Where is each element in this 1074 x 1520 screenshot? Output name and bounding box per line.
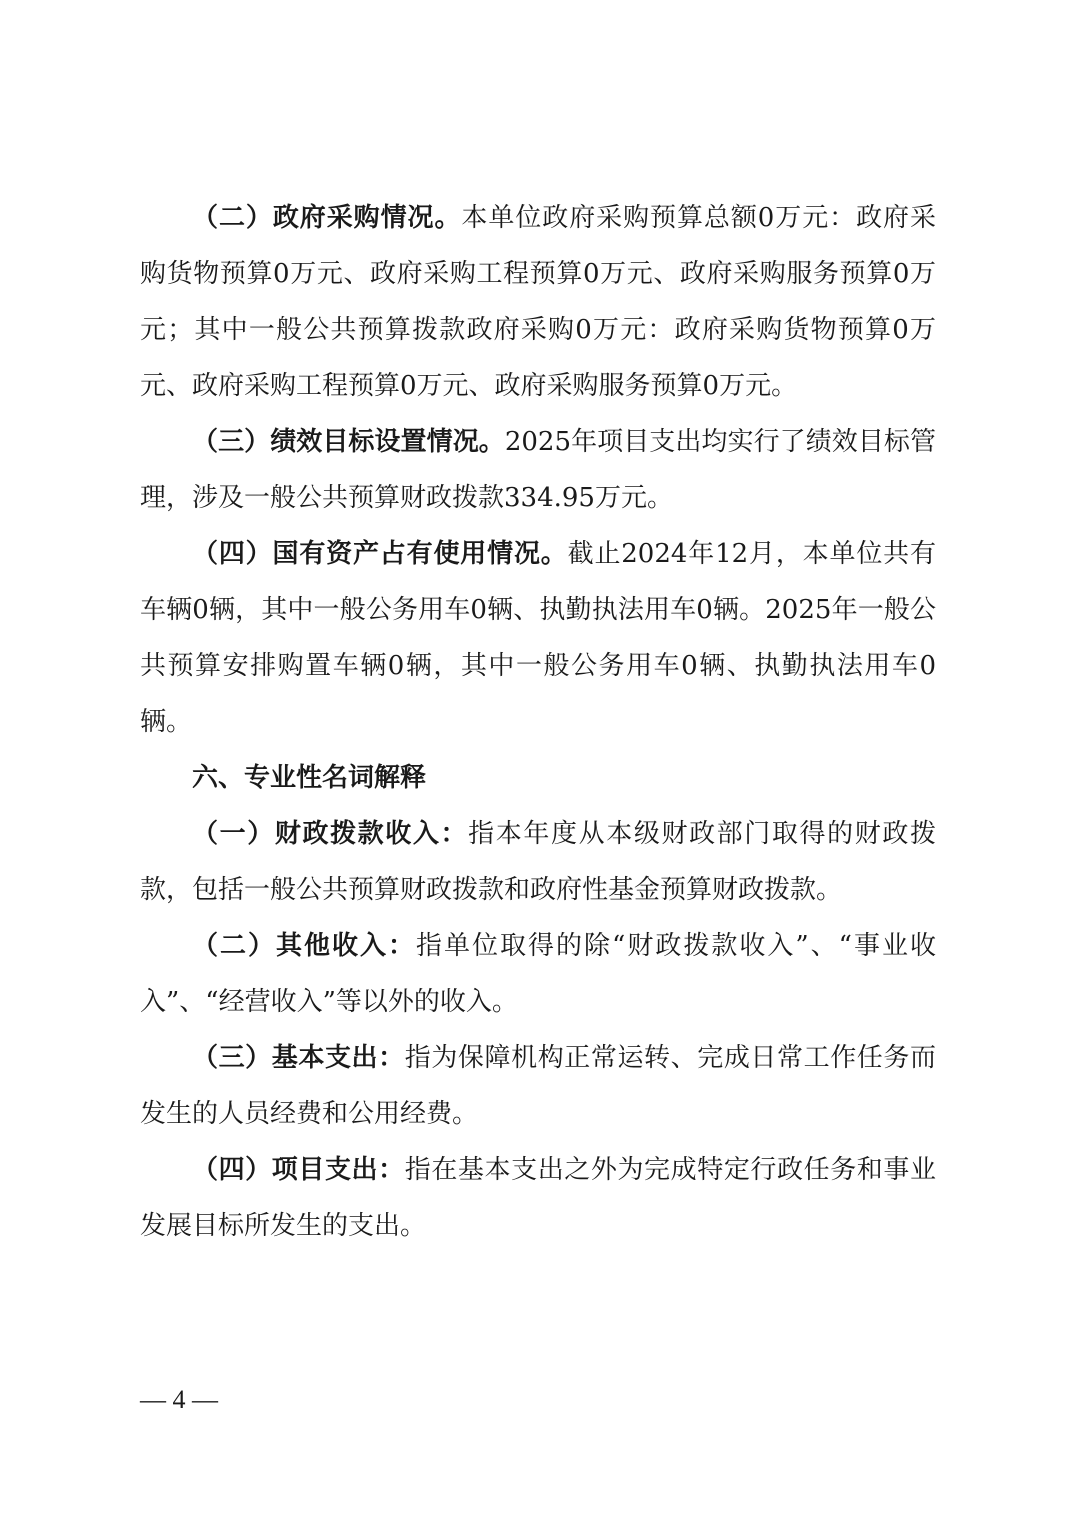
definition-term: （四）项目支出： [192, 1155, 405, 1185]
section-heading: 六、专业性名词解释 [192, 763, 427, 793]
definition-basic-expenditure [140, 1030, 936, 1142]
definition-text: 指单位取得的除“财政拨款收入”、“事业收入”、“经营收入”等以外的收入。 [140, 931, 936, 1017]
paragraph-state-assets [140, 526, 936, 750]
definition-term: （三）基本支出： [192, 1043, 405, 1073]
document-body [140, 190, 936, 1254]
definition-other-income [140, 918, 936, 1030]
definition-term: （一）财政拨款收入： [192, 819, 469, 849]
page-number: — 4 — [140, 1385, 218, 1414]
paragraph-procurement [140, 190, 936, 414]
definition-term: （二）其他收入： [192, 931, 417, 961]
paragraph-lead: （四）国有资产占有使用情况。 [192, 539, 568, 569]
definition-fiscal-appropriation-income [140, 806, 936, 918]
definition-text: 指在基本支出之外为完成特定行政任务和事业发展目标所发生的支出。 [140, 1155, 936, 1241]
paragraph-text: 本单位政府采购预算总额0万元：政府采购货物预算0万元、政府采购工程预算0万元、政府采购服务预算0万元；其中一般公共预算拨款政府采购0万元：政府采购货物预算0万元、政府采购工程预算0万元、政府采购服务预算0万元。 [140, 203, 936, 401]
definition-project-expenditure [140, 1142, 936, 1254]
paragraph-text: 截止2024年12月，本单位共有车辆0辆，其中一般公务用车0辆、执勤执法用车0辆。2025年一般公共预算安排购置车辆0辆，其中一般公务用车0辆、执勤执法用车0辆。 [140, 539, 936, 737]
paragraph-lead: （三）绩效目标设置情况。 [192, 427, 505, 457]
paragraph-lead: （二）政府采购情况。 [192, 203, 462, 233]
paragraph-performance-targets [140, 414, 936, 526]
definition-text: 指本年度从本级财政部门取得的财政拨款，包括一般公共预算财政拨款和政府性基金预算财政拨款。 [140, 819, 936, 905]
definition-text: 指为保障机构正常运转、完成日常工作任务而发生的人员经费和公用经费。 [140, 1043, 936, 1129]
paragraph-text: 2025年项目支出均实行了绩效目标管理，涉及一般公共预算财政拨款334.95万元。 [140, 427, 936, 513]
